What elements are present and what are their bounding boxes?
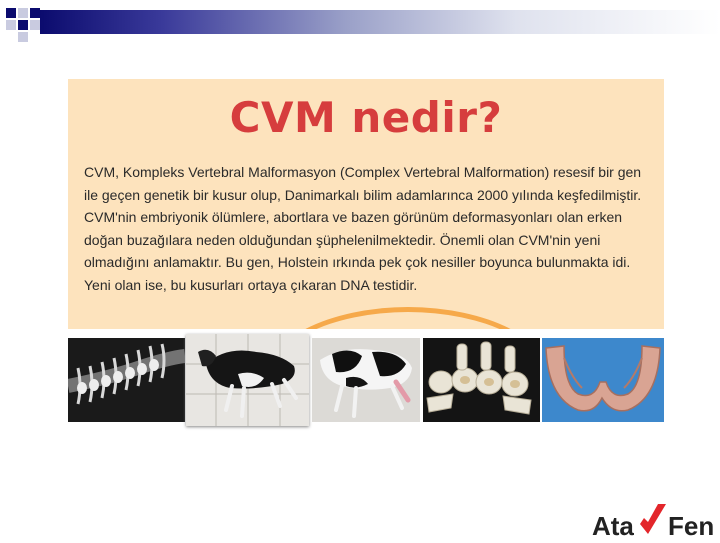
info-panel bbox=[68, 79, 664, 329]
deformed-calf-photo bbox=[312, 338, 420, 422]
decorative-arc bbox=[263, 307, 553, 329]
slide-title: CVM nedir? bbox=[229, 93, 503, 142]
vertebrae-bones-photo bbox=[423, 338, 540, 422]
calf-on-floor-photo bbox=[186, 334, 309, 426]
logo-text-fen: Fen bbox=[668, 511, 715, 538]
deco-square bbox=[18, 8, 28, 18]
slide-body bbox=[84, 161, 654, 296]
logo-text-ata: Ata bbox=[592, 511, 634, 538]
deco-square bbox=[30, 8, 40, 18]
ata-fen-logo bbox=[592, 498, 718, 538]
header-gradient-bar bbox=[40, 10, 720, 34]
deco-square bbox=[30, 20, 40, 30]
paragraph-2: Önemli olan CVM'nin yeni olmadığını anlamaktır. Bu gen, Holstein ırkında pek çok nesiller boyunca bulunmakta idi. Yeni olan ise, bu kusurları ortaya çıkaran DNA testidir. bbox=[84, 231, 631, 293]
deco-square bbox=[18, 20, 28, 30]
deco-square bbox=[6, 20, 16, 30]
xray-spine-photo bbox=[68, 338, 185, 422]
deco-square bbox=[18, 32, 28, 42]
checkmark-icon bbox=[640, 504, 666, 534]
paragraph-1: CVM, Kompleks Vertebral Malformasyon (Complex Vertebral Malformation) resesif bir gen ile geçen genetik bir kusur olup, Danimarkalı bilim adamlarınca 2000 yılında keşfedilmiştir. CVM'nin embriyonik ölümlere, abortlara ve bazen görünüm deformasyonları olan erken doğan buzağılara neden olduğundan şüphelenilmektedir. bbox=[84, 164, 642, 248]
calf-legs-photo bbox=[542, 338, 664, 422]
deco-square bbox=[6, 8, 16, 18]
